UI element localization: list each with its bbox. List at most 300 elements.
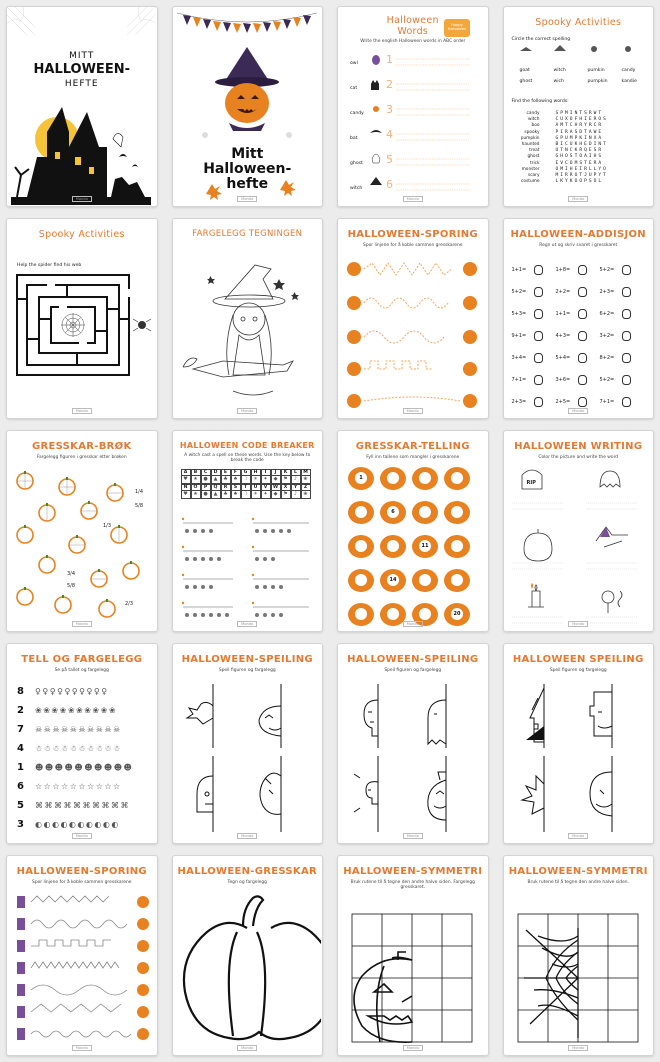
word-label: cat [350, 86, 358, 91]
key-letter: H [252, 470, 260, 476]
page-symmetry-pumpkin[interactable] [337, 855, 489, 1056]
page-spooky-word-search[interactable] [503, 6, 655, 207]
page-footer: Mondo [504, 408, 654, 414]
page-footer: Mondo [7, 196, 157, 202]
key-symbol-icon: ● [203, 491, 208, 498]
pumpkin-number [387, 472, 399, 484]
page-footer: Mondo [338, 408, 488, 414]
page-subtitle: Color the picture and write the word [538, 455, 619, 461]
counting-pumpkin[interactable] [348, 535, 374, 558]
page-footer: Mondo [173, 196, 323, 202]
key-letter: W [272, 485, 279, 491]
page-pumpkin-outline[interactable] [172, 855, 324, 1056]
page-tracing-pumpkins[interactable] [337, 218, 489, 419]
spelling-option[interactable]: candy [621, 68, 636, 73]
count-number: 3 [17, 818, 24, 830]
word-label: bat [350, 136, 358, 141]
pumpkin-number: 11 [419, 540, 431, 552]
count-number: 2 [17, 704, 24, 716]
count-icons: ☆☆☆☆☆☆☆☆☆☆ [35, 781, 122, 791]
answer-pumpkin[interactable] [534, 353, 543, 363]
count-row [17, 701, 133, 720]
mirror-figures [338, 644, 486, 844]
answer-pumpkin[interactable] [622, 309, 631, 319]
search-word: haunted [521, 142, 540, 148]
addition-row [512, 347, 644, 369]
addition-problem: 2+5= [555, 399, 571, 406]
addition-problem: 9+1= [511, 333, 527, 340]
addition-problem: 1+1= [511, 267, 527, 274]
addition-problem: 4+3= [555, 333, 571, 340]
pumpkin-row [348, 501, 470, 524]
counting-pumpkin[interactable] [444, 501, 470, 524]
page-subtitle: Fyll inn tallene som mangler i gresskarene [366, 455, 460, 461]
page-footer: Mondo [338, 833, 488, 839]
order-number: 3 [386, 103, 393, 116]
witch-outline [173, 219, 321, 419]
page-footer: Mondo [338, 621, 488, 627]
answer-pumpkin[interactable] [534, 397, 543, 407]
page-subtitle: Fargelegg figuren i gresskar etter brøken [36, 455, 127, 461]
count-number: 7 [17, 723, 24, 735]
page-title: Spooky Activities [38, 229, 125, 241]
grid-row: AMTCHRYRCR [555, 123, 604, 129]
answer-pumpkin[interactable] [622, 265, 631, 275]
key-symbol-icon: ✦ [263, 491, 268, 498]
answer-pumpkin[interactable] [578, 375, 587, 385]
pumpkin-number: 1 [355, 472, 367, 484]
count-number: 6 [17, 780, 24, 792]
page-symmetry-web[interactable] [503, 855, 655, 1056]
count-row [17, 815, 133, 834]
counting-pumpkin[interactable] [348, 569, 374, 592]
addition-problem: 1+8= [555, 267, 571, 274]
grid-row: LKYKOOPSOL [555, 179, 604, 185]
spelling-option[interactable]: kandie [621, 79, 637, 84]
answer-pumpkin[interactable] [534, 309, 543, 319]
page-title: HALLOWEEN-SYMMETRI [343, 865, 483, 877]
spelling-option[interactable]: goat [519, 68, 530, 73]
worksheet-preview-grid [6, 6, 654, 1056]
page-title: FARGELEGG TEGNINGEN [192, 229, 303, 240]
key-letter: R [222, 485, 230, 491]
key-symbol-icon: ♣ [223, 476, 228, 483]
answer-pumpkin[interactable] [622, 375, 631, 385]
page-cover-witch[interactable] [172, 6, 324, 207]
counting-pumpkin[interactable] [412, 535, 438, 558]
page-footer: Mondo [338, 1045, 488, 1051]
cover-illustration [7, 7, 155, 207]
count-row [17, 796, 133, 815]
page-footer: Mondo [173, 833, 323, 839]
counting-pumpkin[interactable] [444, 569, 470, 592]
page-pumpkin-fractions[interactable] [6, 430, 158, 631]
key-symbol-icon: ♥ [183, 491, 188, 498]
page-subtitle: Spor linjene for å koble sammen gresskarene [363, 243, 463, 249]
key-letter: N [182, 485, 190, 491]
addition-row [512, 259, 644, 281]
addition-problem: 5+2= [599, 267, 615, 274]
fraction-label: 5/8 [135, 503, 144, 510]
spelling-option[interactable]: ghost [519, 79, 533, 84]
pumpkin-number: 6 [387, 506, 399, 518]
key-letter: L [292, 470, 300, 476]
page-title: GRESSKAR-TELLING [355, 441, 470, 453]
letter-grid [556, 111, 608, 185]
pumpkin-row [348, 569, 470, 592]
counting-pumpkin[interactable] [348, 501, 374, 524]
count-row [17, 758, 133, 777]
counting-pumpkin[interactable] [412, 569, 438, 592]
page-subtitle: Spor linjene for å koble sammen gresskarene [32, 879, 132, 885]
addition-problem: 8+2= [599, 355, 615, 362]
search-word: boo [531, 123, 540, 129]
cover-title-line1: MITT [69, 51, 95, 61]
key-letter: T [242, 485, 250, 491]
maze-drawing [7, 219, 155, 419]
pumpkin-outline-drawing [173, 856, 321, 1056]
page-subtitle: Regn ut og skriv svaret i gresskaret [539, 243, 618, 249]
count-icons: ◐◐◐◐◐◐◐◐◐◐ [35, 819, 120, 829]
pumpkin-number [451, 574, 463, 586]
key-symbol-icon: ❀ [303, 491, 308, 498]
addition-grid [512, 259, 644, 413]
page-halloween-writing[interactable] [503, 430, 655, 631]
order-number: 2 [386, 78, 393, 91]
addition-row [512, 303, 644, 325]
grid-row: GPUMPKINXA [555, 135, 604, 141]
page-title: HALLOWEEN WRITING [514, 441, 643, 453]
count-row [17, 739, 133, 758]
addition-problem: 3+4= [511, 355, 527, 362]
search-word: costume [521, 179, 540, 185]
addition-row [512, 325, 644, 347]
pumpkin-number [355, 574, 367, 586]
key-symbol-icon: ◆ [273, 491, 278, 498]
order-number: 5 [386, 153, 393, 166]
key-symbol-icon: ❀ [303, 476, 308, 483]
addition-problem: 1+1= [555, 311, 571, 318]
count-number: 5 [17, 799, 24, 811]
grid-row: BICUKHEDINT [555, 142, 608, 148]
key-letter: E [222, 470, 230, 476]
cover2-title-line2: Halloween- [203, 161, 292, 177]
key-letter: B [192, 470, 200, 476]
page-title-line1: Halloween [386, 15, 439, 26]
answer-pumpkin[interactable] [578, 397, 587, 407]
pumpkin-number [419, 472, 431, 484]
order-number: 4 [386, 128, 393, 141]
key-symbol-icon: ♥ [183, 476, 188, 483]
counting-pumpkin[interactable] [444, 467, 470, 490]
answer-pumpkin[interactable] [578, 309, 587, 319]
key-letter: Q [212, 485, 220, 491]
happy-halloween-badge: Happy Halloween [444, 19, 470, 37]
page-halloween-words[interactable] [337, 6, 489, 207]
count-rows [17, 682, 133, 834]
search-word: monster [521, 166, 540, 172]
counting-pumpkin[interactable] [380, 467, 406, 490]
page-title: HALLOWEEN-SYMMETRI [508, 865, 648, 877]
instruction-spelling: Circle the correct spelling [511, 37, 571, 42]
addition-problem: 5+4= [555, 355, 571, 362]
page-spooky-maze[interactable] [6, 218, 158, 419]
key-letter: Z [302, 485, 310, 491]
page-footer: Mondo [504, 833, 654, 839]
page-halloween-addition[interactable] [503, 218, 655, 419]
grid-row: PIRASDTAWE [555, 129, 604, 135]
tombstone-text: RIP [526, 480, 536, 487]
cover2-title-line1: Mitt [231, 146, 264, 162]
addition-problem: 5+2= [599, 377, 615, 384]
page-coloring-witch[interactable] [172, 218, 324, 419]
answer-pumpkin[interactable] [534, 265, 543, 275]
answer-pumpkin[interactable] [578, 331, 587, 341]
key-letter: O [192, 485, 200, 491]
key-letter: U [252, 485, 260, 491]
page-title: HALLOWEEN-SPORING [16, 865, 147, 877]
grid-row: MIRROTJUPYT [555, 173, 608, 179]
answer-pumpkin[interactable] [622, 287, 631, 297]
page-mirroring-2[interactable] [337, 643, 489, 844]
tracing-paths [338, 219, 486, 419]
key-symbol-icon: ☀ [253, 491, 258, 498]
key-symbol-icon: ⚑ [283, 491, 288, 498]
page-footer: Mondo [7, 408, 157, 414]
page-cover[interactable] [6, 6, 158, 207]
key-letter: J [272, 470, 280, 476]
pumpkin-number [451, 506, 463, 518]
page-title: HALLOWEEN CODE BREAKER [179, 441, 315, 451]
pumpkin-number: 14 [387, 574, 399, 586]
page-footer: Mondo [7, 1045, 157, 1051]
spelling-option[interactable]: pumpkin [587, 79, 608, 84]
key-symbol-icon: ♪ [293, 476, 298, 483]
word-label: witch [350, 186, 363, 191]
search-word: trick [530, 160, 540, 166]
addition-row [512, 281, 644, 303]
key-letter: C [202, 470, 210, 476]
page-subtitle: Bruk rutene til å tegne den andre halve siden. [527, 879, 629, 885]
count-number: 1 [17, 761, 24, 773]
page-footer: Mondo [173, 1045, 323, 1051]
count-icons: ⌘⌘⌘⌘⌘⌘⌘⌘⌘⌘ [35, 800, 130, 810]
coded-words [173, 431, 321, 631]
order-number: 1 [386, 53, 393, 66]
page-subtitle: Bruk rutene til å tegne den andre halve siden. Fargelegg gresskaret. [350, 879, 475, 890]
page-footer: Mondo [7, 833, 157, 839]
pumpkin-number [387, 608, 399, 620]
page-code-breaker[interactable] [172, 430, 324, 631]
key-letter: F [232, 470, 240, 476]
fraction-label: 1/4 [135, 489, 144, 496]
search-word: treat [529, 148, 540, 154]
counting-pumpkin[interactable] [412, 501, 438, 524]
page-count-and-color[interactable] [6, 643, 158, 844]
page-mirroring-3[interactable] [503, 643, 655, 844]
count-icons: ☃☃☃☃☃☃☃☃☃☃ [35, 743, 122, 753]
page-title: HALLOWEEN-GRESSKAR [177, 865, 317, 877]
pumpkin-number [419, 608, 431, 620]
page-title: GRESSKAR-BRØK [31, 441, 132, 453]
key-letter: Y [292, 485, 300, 491]
search-word: witch [528, 117, 540, 123]
grid-row: OMIHEIRLLYO [555, 166, 608, 172]
page-footer: Mondo [173, 408, 323, 414]
pumpkin-number [451, 540, 463, 552]
search-word: pumpkin [520, 135, 540, 141]
page-subtitle: Speil figuren og fargelegg [218, 667, 276, 673]
count-row [17, 720, 133, 739]
key-symbol-icon: ♠ [233, 476, 238, 483]
grid-row: SPMINTSRWT [555, 111, 604, 116]
key-symbol-icon: ☽ [243, 476, 248, 483]
page-pumpkin-counting[interactable] [337, 430, 489, 631]
count-icons: ♀♀♀♀♀♀♀♀♀♀ [35, 686, 109, 696]
key-symbol-icon: ♠ [233, 491, 238, 498]
count-icons: ❀❀❀❀❀❀❀❀❀❀ [35, 705, 118, 715]
key-letter: D [212, 470, 220, 476]
key-letter: G [242, 470, 250, 476]
spelling-option[interactable]: pumkin [587, 68, 605, 73]
key-symbol-icon: ★ [193, 476, 198, 483]
addition-problem: 5+2= [511, 289, 527, 296]
spelling-option[interactable]: witch [553, 68, 566, 73]
page-title-line2: Words [397, 26, 429, 37]
word-label: candy [350, 111, 364, 116]
search-word-list [512, 111, 540, 185]
key-letter: K [282, 470, 290, 476]
counting-pumpkin[interactable] [380, 501, 406, 524]
cover-title-line2: HALLOWEEN- [33, 62, 130, 77]
pumpkin-number [419, 574, 431, 586]
symmetry-grid-web [504, 856, 652, 1056]
page-subtitle: Write the english Halloween words in ABC order [360, 39, 466, 44]
pumpkin-number [355, 506, 367, 518]
key-symbol-icon: ☀ [253, 476, 258, 483]
page-title: TELL OG FARGELEGG [21, 653, 143, 665]
page-subtitle: Tegn og fargelegg [227, 879, 267, 885]
answer-pumpkin[interactable] [578, 265, 587, 275]
word-label: owl [350, 61, 358, 66]
page-title: HALLOWEEN-SPORING [347, 229, 478, 241]
page-title: HALLOWEEN-ADDISJON [510, 229, 646, 241]
counting-pumpkin[interactable] [380, 569, 406, 592]
count-row [17, 682, 133, 701]
addition-problem: 7+1= [511, 377, 527, 384]
answer-pumpkin[interactable] [622, 331, 631, 341]
page-title: HALLOWEEN SPEILING [512, 653, 644, 665]
key-symbol-icon: ◆ [273, 476, 278, 483]
pumpkin-number [419, 506, 431, 518]
page-footer: Mondo [504, 1045, 654, 1051]
answer-pumpkin[interactable] [622, 397, 631, 407]
addition-problem: 2+2= [555, 289, 571, 296]
counting-pumpkin[interactable] [380, 535, 406, 558]
order-number: 6 [386, 178, 393, 191]
answer-pumpkin[interactable] [534, 331, 543, 341]
fraction-label: 5/8 [67, 583, 76, 590]
symmetry-grid-pumpkin [338, 856, 486, 1056]
mirror-figures [504, 644, 652, 844]
counting-pumpkin[interactable] [348, 467, 374, 490]
cover2-title-line3: hefte [226, 176, 269, 192]
page-footer: Mondo [7, 621, 157, 627]
page-title: HALLOWEEN-SPEILING [181, 653, 313, 665]
answer-pumpkin[interactable] [622, 353, 631, 363]
fraction-label: 1/3 [103, 523, 112, 530]
word-icons [338, 7, 486, 207]
counting-pumpkin[interactable] [412, 467, 438, 490]
count-icons: ☠☠☠☠☠☠☠☠☠☠ [35, 724, 122, 734]
answer-pumpkin[interactable] [534, 287, 543, 297]
fraction-label: 3/4 [67, 571, 76, 578]
search-word: spooky [524, 129, 540, 135]
count-row [17, 777, 133, 796]
spelling-option[interactable]: wich [553, 79, 564, 84]
page-mirroring-1[interactable] [172, 643, 324, 844]
key-symbol-icon: ✦ [263, 476, 268, 483]
page-footer: Mondo [338, 196, 488, 202]
key-symbol-icon: ▲ [213, 476, 218, 483]
key-symbol-icon: ☽ [243, 491, 248, 498]
key-symbol-icon: ▲ [213, 491, 218, 498]
addition-problem: 2+3= [599, 289, 615, 296]
search-word: ghost [527, 154, 540, 160]
page-subtitle: Speil figuren og fargelegg [549, 667, 607, 673]
writing-pictures [504, 431, 652, 631]
key-letter: A [182, 470, 190, 476]
grid-row: EVCOMSTERA [555, 160, 604, 166]
key-letter: P [202, 485, 210, 491]
search-word: candy [526, 111, 540, 116]
counting-grid [348, 467, 470, 631]
pumpkin-number [355, 540, 367, 552]
answer-pumpkin[interactable] [578, 287, 587, 297]
grid-row: CUXOFHIEROS [555, 117, 608, 123]
word-label: ghost [350, 161, 363, 166]
key-letter: X [282, 485, 290, 491]
key-letter: V [262, 485, 270, 491]
tracing-kids-pumpkins [7, 856, 155, 1056]
counting-pumpkin[interactable] [444, 535, 470, 558]
search-word: scary [527, 173, 540, 179]
addition-problem: 5+3= [511, 311, 527, 318]
page-footer: Mondo [173, 621, 323, 627]
answer-pumpkin[interactable] [578, 353, 587, 363]
page-subtitle: Se på tallet og fargelegg [54, 667, 109, 673]
maze-instruction: Help the spider find his web [17, 263, 82, 269]
pumpkin-number [387, 540, 399, 552]
count-icons: ☻☻☻☻☻☻☻☻☻☻ [35, 762, 134, 772]
key-letter: M [303, 470, 308, 476]
key-symbol-icon: ★ [193, 491, 198, 498]
count-number: 4 [17, 742, 24, 754]
answer-pumpkin[interactable] [534, 375, 543, 385]
page-title: Spooky Activities [535, 17, 622, 28]
key-symbol-icon: ⚑ [283, 476, 288, 483]
addition-problem: 2+3= [511, 399, 527, 406]
addition-problem: 3+2= [599, 333, 615, 340]
page-tracing-2[interactable] [6, 855, 158, 1056]
addition-problem: 3+6= [555, 377, 571, 384]
pumpkin-row [348, 535, 470, 558]
page-footer: Mondo [504, 196, 654, 202]
page-footer: Mondo [504, 621, 654, 627]
cover-title-line3: HEFTE [64, 79, 99, 89]
page-subtitle: Speil figuren og fargelegg [384, 667, 442, 673]
pumpkin-number: 20 [451, 608, 463, 620]
